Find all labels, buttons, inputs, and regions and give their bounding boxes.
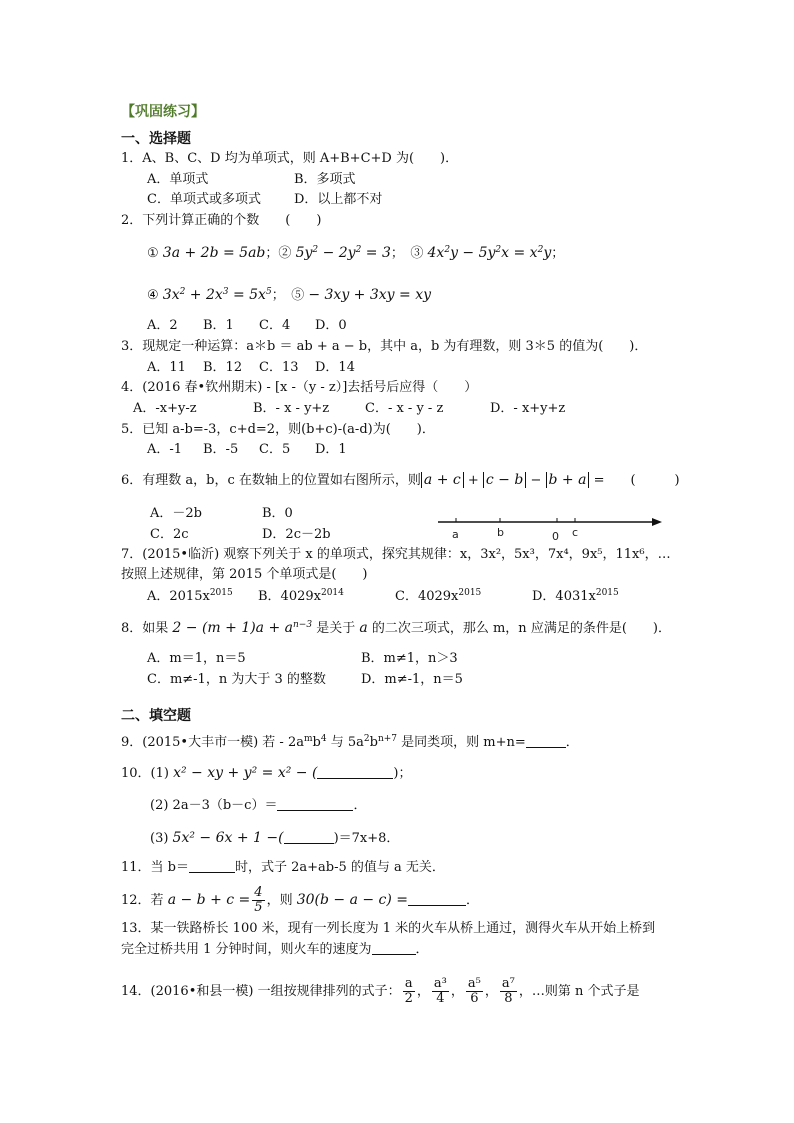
question-8-stem: 8．如果 $2 - (m + 1)a + a^{n-3}$ 是关于 a 的二次三项式，那么 m，n 应满足的条件是( )． bbox=[121, 620, 671, 636]
abs-c-minus-b: c − b bbox=[483, 472, 526, 488]
q2-option-d: D．0 bbox=[315, 318, 347, 333]
q8-option-c: C．m≠-1，n 为大于 3 的整数 bbox=[147, 672, 326, 687]
q8-expression: $2 - (m + 1)a + a^{n-3}$ bbox=[172, 620, 313, 636]
axis-label-a: a bbox=[452, 528, 459, 541]
question-2-stem: 2．下列计算正确的个数 ( ) bbox=[121, 213, 322, 228]
q4-option-d: D．- x+y+z bbox=[490, 401, 566, 416]
question-4-stem: 4．(2016 春•钦州期末) - [x -（y - z）]去括号后应得（ ） bbox=[121, 380, 478, 395]
q5-option-b: B．-5 bbox=[203, 442, 239, 457]
q10-3-answer-blank[interactable] bbox=[284, 831, 334, 844]
question-10-part-3: (3) 5x² − 6x + 1 −( )＝7x+8． bbox=[150, 830, 400, 846]
section-heading: 【巩固练习】 bbox=[121, 104, 205, 120]
q1-option-a: A．单项式 bbox=[147, 172, 209, 187]
question-7-stem: 7．(2015•临沂) 观察下列关于 x 的单项式，探究其规律：x，3x²，5x³，7x⁴，9x⁵，11x⁶，… bbox=[121, 547, 671, 562]
q2-expr-2: $5y^2 - 2y^2 = 3$ bbox=[295, 245, 391, 261]
abs-a-plus-c: a + c bbox=[421, 472, 464, 488]
question-13-line-1: 13．某一铁路桥长 100 米，现有一列长度为 1 米的火车从桥上通过，测得火车从开始上桥到 bbox=[121, 921, 656, 936]
q8-option-b: B．m≠1，n＞3 bbox=[361, 651, 458, 666]
q2-option-a: A．2 bbox=[147, 318, 178, 333]
axis-label-c: c bbox=[572, 526, 579, 539]
q1-option-b: B．多项式 bbox=[294, 172, 356, 187]
question-5-stem: 5．已知 a-b=-3，c+d=2，则(b+c)-(a-d)为( )． bbox=[121, 422, 435, 437]
abs-b-plus-a: b + a bbox=[546, 472, 590, 488]
q2-marker-4: ④ bbox=[147, 288, 159, 303]
q6-option-c: C．2c bbox=[150, 527, 189, 542]
q2-marker-1: ① bbox=[147, 246, 159, 261]
q3-option-b: B．12 bbox=[203, 360, 243, 375]
q5-option-a: A．-1 bbox=[147, 442, 183, 457]
q14-fraction-3: $\frac{\text{a⁵}}{6}$ bbox=[467, 976, 481, 1006]
q3-option-d: D．14 bbox=[315, 360, 355, 375]
q4-option-b: B．- x - y+z bbox=[253, 401, 330, 416]
q13-answer-blank[interactable] bbox=[372, 942, 416, 955]
q2-option-b: B．1 bbox=[203, 318, 234, 333]
section-title-fill: 二、填空题 bbox=[121, 708, 191, 724]
q6-option-a: A．－2b bbox=[150, 506, 202, 521]
q2-expr-4: $3x^2 + 2x^3 = 5x^5$ bbox=[162, 287, 272, 303]
axis-label-0: 0 bbox=[552, 530, 559, 543]
q4-option-a: A．-x+y-z bbox=[133, 401, 197, 416]
arrow-icon bbox=[652, 518, 662, 526]
question-13-line-2: 完全过桥共用 1 分钟时间，则火车的速度为 ． bbox=[121, 942, 429, 957]
q2-expression-row-2 bbox=[147, 287, 431, 304]
q1-option-d: D．以上都不对 bbox=[294, 192, 383, 207]
question-11: 11．当 b＝ 时，式子 2a+ab-5 的值与 a 无关． bbox=[121, 860, 445, 875]
q8-option-a: A．m＝1，n＝5 bbox=[147, 651, 246, 666]
q2-option-c: C．4 bbox=[259, 318, 291, 333]
q8-option-d: D．m≠-1，n＝5 bbox=[361, 672, 463, 687]
question-12: 12．若 a − b + c = $\frac{4}{5}$ ，则 30(b − a − c) = ． bbox=[121, 885, 480, 915]
axis-label-b: b bbox=[497, 526, 504, 539]
q6-option-b: B．0 bbox=[262, 506, 293, 521]
q2-expr-5: − 3xy + 3xy = xy bbox=[308, 287, 432, 303]
q14-fraction-2: $\frac{\text{a³}}{4}$ bbox=[433, 976, 447, 1006]
q9-answer-blank[interactable] bbox=[526, 735, 566, 748]
q2-marker-2: ；② bbox=[265, 246, 292, 261]
q3-option-c: C．13 bbox=[259, 360, 299, 375]
q12-fraction: $\frac{4}{5}$ bbox=[254, 885, 263, 915]
question-9: 9．(2015•大丰市一模) 若 - $2a^mb^4$ 与 $5a^2b^{n+7}$ 是同类项，则 m+n= ． bbox=[121, 734, 579, 750]
q7-option-b: B．$4029x^{2014}$ bbox=[258, 588, 344, 604]
question-14: 14．(2016•和县一模) 一组按规律排列的式子： $\frac{a}{2}$ ， $\frac{\text{a³}}{4}$ ， $\frac{\text{a⁵}}{6}$ ， $\frac{\text{a⁷}}{8}$ ，…则第 n 个式子是 bbox=[121, 976, 640, 1006]
question-6-stem: 6．有理数 a，b，c 在数轴上的位置如右图所示，则 a + c + c − b − b + a = ( ) bbox=[121, 472, 680, 488]
q1-option-c: C．单项式或多项式 bbox=[147, 192, 261, 207]
q5-option-c: C．5 bbox=[259, 442, 291, 457]
q7-option-c: C．$4029x^{2015}$ bbox=[395, 588, 482, 604]
q12-answer-blank[interactable] bbox=[408, 893, 466, 906]
q7-option-a: A．$2015x^{2015}$ bbox=[147, 588, 233, 604]
section-title-choice: 一、选择题 bbox=[121, 131, 191, 147]
q10-2-answer-blank[interactable] bbox=[277, 798, 353, 811]
q7-option-d: D．$4031x^{2015}$ bbox=[532, 588, 619, 604]
q6-option-d: D．2c－2b bbox=[262, 527, 331, 542]
q14-fraction-4: $\frac{\text{a⁷}}{8}$ bbox=[501, 976, 515, 1006]
q2-expression-row-1: ① 3a + 2b = 5ab；② $5y^2 - 2y^2 = 3$； ③ $4x^2y - 5y^2x = x^2y$； bbox=[147, 245, 565, 261]
question-3-stem: 3．现规定一种运算：a＊b ＝ ab + a − b，其中 a，b 为有理数，则 3＊5 的值为( )． bbox=[121, 339, 648, 354]
q5-option-d: D．1 bbox=[315, 442, 347, 457]
q4-option-c: C．- x - y - z bbox=[365, 401, 444, 416]
q14-fraction-1: $\frac{a}{2}$ bbox=[404, 976, 413, 1006]
question-10-part-1: 10．(1) x² − xy + y² = x² − ( )； bbox=[121, 765, 412, 781]
q2-expr-3: $4x^2y - 5y^2x = x^2y$ bbox=[427, 245, 552, 261]
q2-marker-5: ； ⑤ bbox=[271, 288, 305, 303]
number-line-diagram bbox=[430, 508, 670, 544]
q2-marker-3: ； ③ bbox=[390, 246, 424, 261]
q11-answer-blank[interactable] bbox=[189, 860, 235, 873]
q3-option-a: A．11 bbox=[147, 360, 186, 375]
q2-expr-1: 3a + 2b = 5ab bbox=[162, 245, 266, 261]
question-1-stem: 1．A、B、C、D 均为单项式，则 A+B+C+D 为( )． bbox=[121, 151, 459, 166]
question-10-part-2: (2) 2a－3（b－c）＝ ． bbox=[150, 798, 367, 813]
q10-1-answer-blank[interactable] bbox=[317, 766, 393, 779]
question-7-line-2: 按照上述规律，第 2015 个单项式是( ) bbox=[121, 567, 368, 582]
